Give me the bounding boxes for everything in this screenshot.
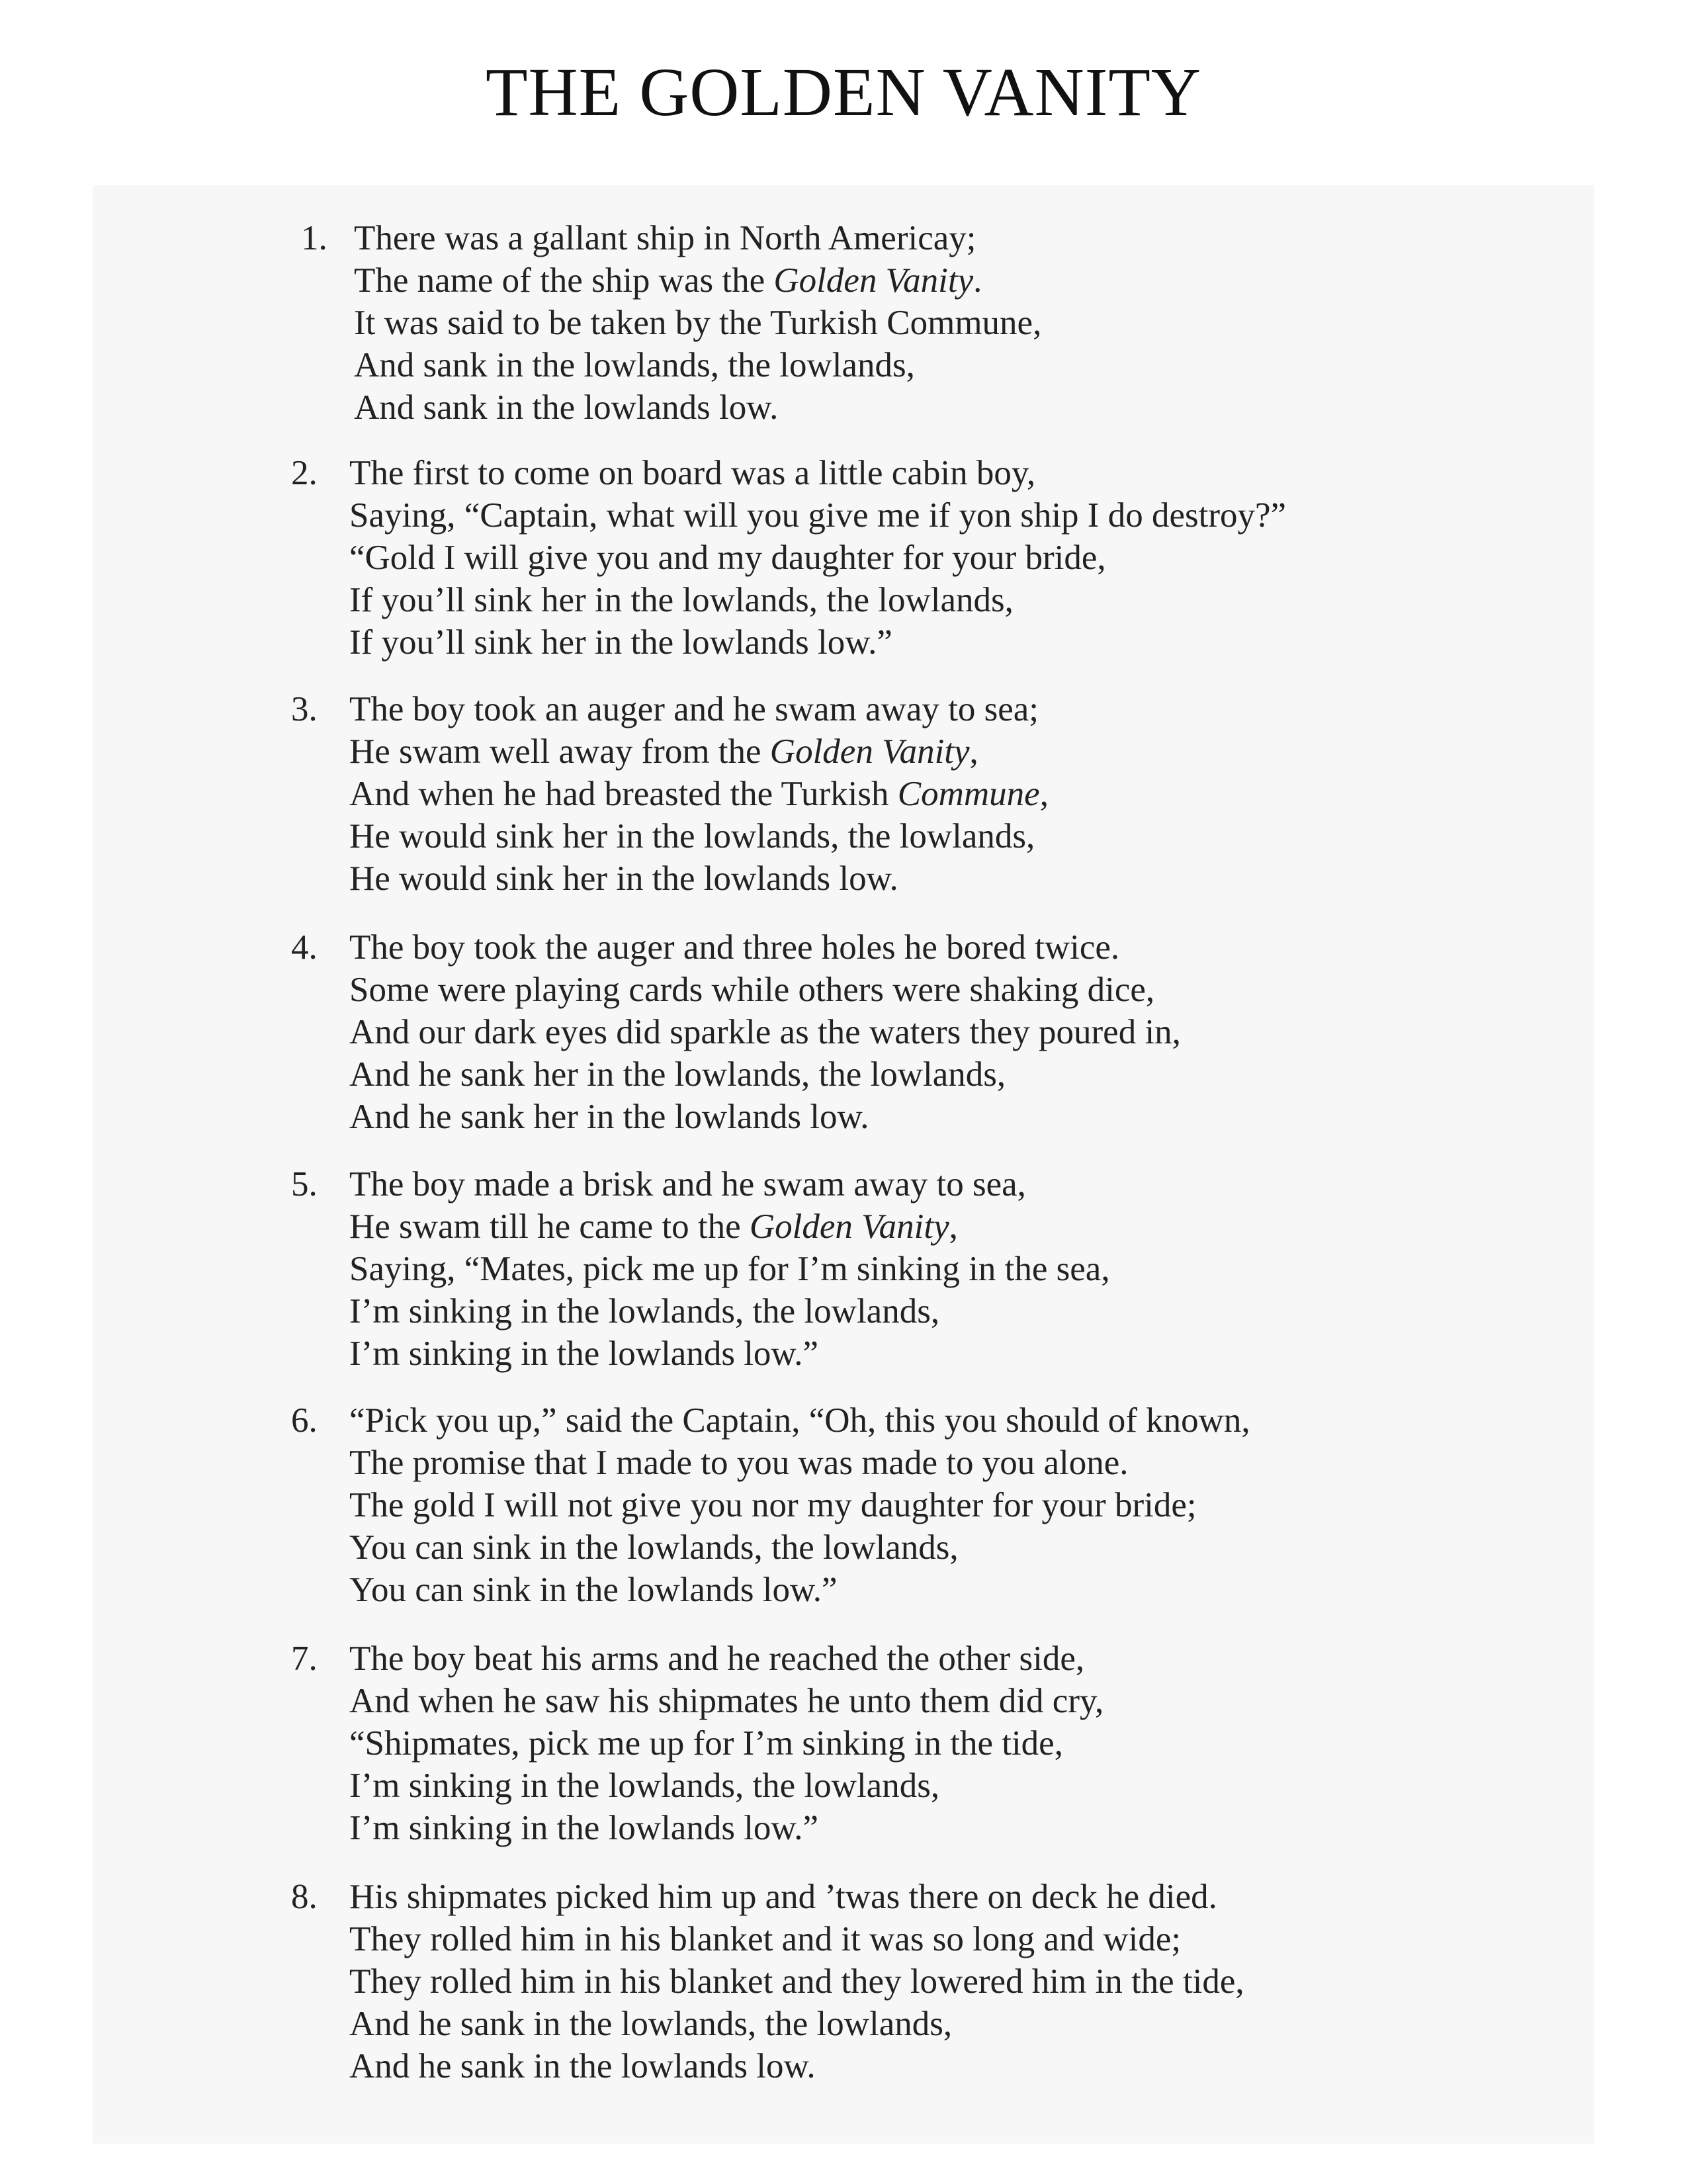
verse-lines: [349, 1876, 1474, 2087]
verse-line: The boy beat his arms and he reached the other side,: [349, 1639, 1085, 1678]
verse-line: I’m sinking in the lowlands low.”: [349, 1334, 819, 1373]
verse-number: 7.: [291, 1639, 318, 1678]
verse-lines: [354, 217, 1479, 429]
verse-line: And he sank in the lowlands low.: [349, 2047, 816, 2085]
verse-line: I’m sinking in the lowlands low.”: [349, 1809, 819, 1847]
verse-line: His shipmates picked him up and ’twas there on deck he died.: [349, 1878, 1217, 1916]
verse-lines: [349, 452, 1474, 664]
verse-line: And he sank in the lowlands, the lowlands,: [349, 2005, 953, 2043]
verse-line: And our dark eyes did sparkle as the waters they poured in,: [349, 1013, 1181, 1051]
verse-line: And he sank her in the lowlands, the lowlands,: [349, 1055, 1006, 1094]
verse-line: He would sink her in the lowlands low.: [349, 859, 898, 898]
verse-line: Saying, “Mates, pick me up for I’m sinking in the sea,: [349, 1250, 1110, 1288]
verse-line: I’m sinking in the lowlands, the lowlands,: [349, 1767, 940, 1805]
verse-line: If you’ll sink her in the lowlands low.”: [349, 623, 892, 662]
verse-line: You can sink in the lowlands, the lowlands,: [349, 1528, 959, 1567]
verse-number: 8.: [291, 1878, 318, 1916]
verse-number: 5.: [291, 1165, 318, 1203]
verse-line: The gold I will not give you nor my daughter for your bride;: [349, 1486, 1197, 1524]
verse-line: And he sank her in the lowlands low.: [349, 1098, 869, 1136]
verse-line: “Pick you up,” said the Captain, “Oh, this you should of known,: [349, 1401, 1250, 1440]
verse-line: And when he had breasted the Turkish Commune,: [349, 775, 1049, 813]
verse-line: He swam till he came to the Golden Vanity,: [349, 1207, 958, 1246]
verse-line: There was a gallant ship in North Americay;: [354, 219, 976, 257]
verse-number: 6.: [291, 1401, 318, 1440]
verse-number: 1.: [301, 219, 327, 257]
verse-line: The boy took the auger and three holes he bored twice.: [349, 928, 1120, 967]
verse-number: 3.: [291, 690, 318, 728]
verse-lines: [349, 1638, 1474, 1849]
verse-line: They rolled him in his blanket and it was so long and wide;: [349, 1920, 1182, 1958]
verse-line: The name of the ship was the Golden Vanity.: [354, 261, 982, 300]
verse-line: The first to come on board was a little cabin boy,: [349, 454, 1036, 492]
verse-line: He swam well away from the Golden Vanity,: [349, 732, 978, 771]
verse-line: Saying, “Captain, what will you give me if yon ship I do destroy?”: [349, 496, 1287, 535]
verse-lines: [349, 1399, 1474, 1611]
verse-line: If you’ll sink her in the lowlands, the lowlands,: [349, 581, 1014, 619]
verse-lines: [349, 1163, 1474, 1375]
verse-line: The promise that I made to you was made to you alone.: [349, 1444, 1129, 1482]
verse-line: “Gold I will give you and my daughter for your bride,: [349, 539, 1106, 577]
verse-line: I’m sinking in the lowlands, the lowlands,: [349, 1292, 940, 1331]
verse-line: And when he saw his shipmates he unto them did cry,: [349, 1682, 1104, 1720]
verse-line: They rolled him in his blanket and they lowered him in the tide,: [349, 1962, 1244, 2001]
verse-line: The boy made a brisk and he swam away to sea,: [349, 1165, 1026, 1203]
verse-number: 4.: [291, 928, 318, 967]
verse-lines: [349, 688, 1474, 900]
verse-line: You can sink in the lowlands low.”: [349, 1571, 838, 1609]
verse-number: 2.: [291, 454, 318, 492]
verse-lines: [349, 926, 1474, 1138]
verse-line: He would sink her in the lowlands, the lowlands,: [349, 817, 1035, 855]
verse-line: The boy took an auger and he swam away to sea;: [349, 690, 1039, 728]
verse-line: And sank in the lowlands, the lowlands,: [354, 346, 915, 384]
verse-line: It was said to be taken by the Turkish Commune,: [354, 304, 1042, 342]
verse-line: “Shipmates, pick me up for I’m sinking in the tide,: [349, 1724, 1063, 1763]
song-title: THE GOLDEN VANITY: [486, 54, 1201, 130]
verse-line: And sank in the lowlands low.: [354, 388, 779, 427]
verse-line: Some were playing cards while others were shaking dice,: [349, 971, 1155, 1009]
